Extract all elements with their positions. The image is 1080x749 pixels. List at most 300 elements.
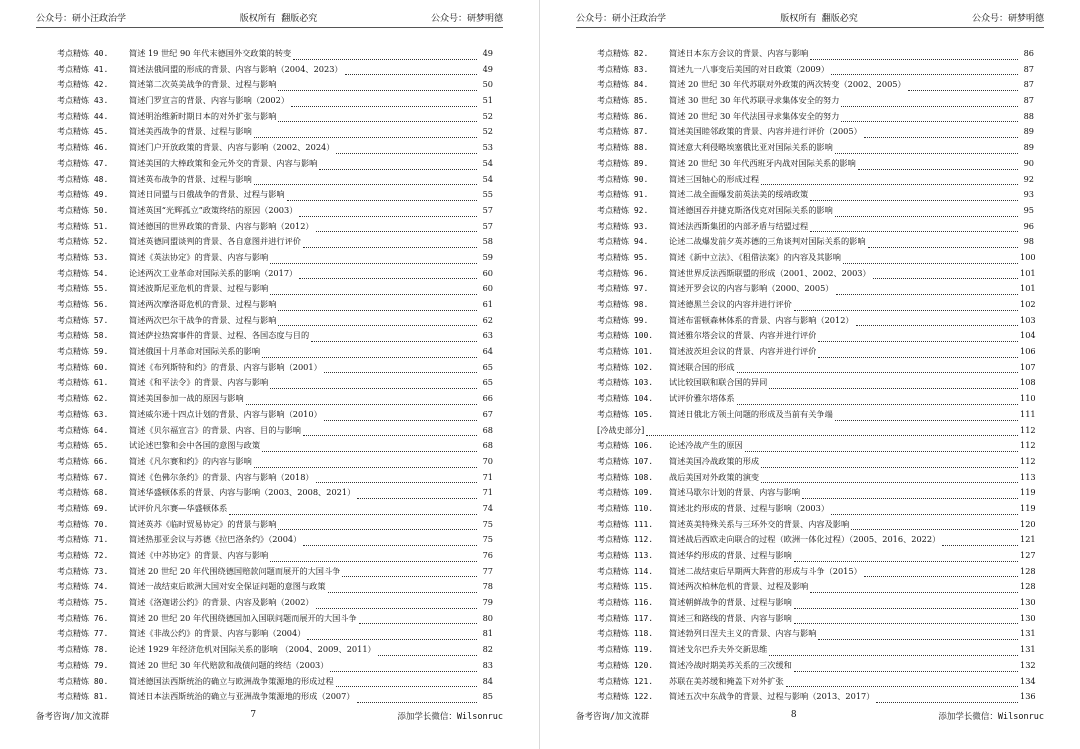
toc-entry-label: 考点精炼 69. [57,503,109,513]
toc-entry-label: 考点精炼 82. [597,49,649,58]
toc-entry-label: 考点精炼 59. [57,347,109,357]
toc-entry[interactable] [57,126,493,142]
toc-entry[interactable] [57,362,493,378]
toc-entry[interactable] [57,64,493,80]
toc-entry[interactable] [597,330,1034,346]
toc-dot-leader [278,90,477,91]
toc-entry-page: 92 [1023,173,1034,184]
toc-entry-page: 80 [482,612,493,623]
toc-entry[interactable] [597,252,1034,268]
toc-entry-page: 49 [482,63,493,74]
toc-entry[interactable] [597,644,1034,660]
toc-dot-leader [324,420,477,421]
toc-entry-page: 77 [482,565,493,576]
toc-entry-title: 简述美国的大棒政策和金元外交的背景、内容与影响 [129,157,318,168]
toc-entry[interactable] [597,472,1034,488]
toc-entry[interactable] [57,472,493,488]
toc-entry[interactable] [597,440,1034,456]
toc-entry[interactable] [57,519,493,535]
toc-entry-label: 考点精炼 47. [57,158,109,168]
toc-dot-leader [270,561,477,562]
toc-entry-page: 130 [1020,597,1036,608]
toc-entry-page: 107 [1020,361,1036,372]
toc-entry[interactable] [57,283,493,299]
toc-entry-page: 132 [1020,659,1036,670]
toc-entry[interactable] [597,158,1034,174]
page-footer [576,710,1044,722]
toc-dot-leader [810,231,1018,232]
toc-entry-title: 简述英美特殊关系与三环外交的背景、内容及影响 [669,518,850,529]
toc-dot-leader [262,451,477,452]
page-header [36,10,503,24]
toc-dot-leader [737,404,1018,405]
toc-entry[interactable] [57,268,493,284]
toc-entry-page: 83 [482,659,493,670]
toc-entry-label: 考点精炼 100. [597,331,654,341]
toc-entry[interactable] [597,268,1034,284]
toc-entry-title: 简述美国冷战政策的形成 [669,455,760,466]
toc-entry[interactable] [597,48,1034,64]
toc-dot-leader [336,153,477,154]
toc-entry[interactable] [57,628,493,644]
toc-entry[interactable] [597,550,1034,566]
toc-entry-title: 简述世界反法西斯联盟的形成（2001、2002、2003） [669,267,871,278]
toc-dot-leader [810,592,1018,593]
toc-entry[interactable] [597,534,1034,550]
toc-entry[interactable] [597,126,1034,142]
toc-entry-title: 简述开罗会议的内容与影响（2000、2005） [669,283,834,294]
toc-dot-leader [794,671,1018,672]
toc-dot-leader [841,121,1018,122]
toc-entry-label: 考点精炼 66. [57,456,109,466]
toc-entry-title: 苏联在美苏缓和掩盖下对外扩张 [669,675,784,686]
toc-entry-title: 简述战后西欧走向联合的过程（欧洲一体化过程）（2005、2016、2022） [669,534,941,545]
toc-entry[interactable] [597,597,1034,613]
toc-entry-label: 考点精炼 102. [597,362,654,372]
toc-entry-title: 简述日本法西斯统治的确立与亚洲战争策源地的形成（2007） [129,691,355,702]
toc-entry-label: 考点精炼 91. [597,190,649,200]
toc-entry[interactable] [57,534,493,550]
toc-entry-label: 考点精炼 55. [57,284,109,294]
toc-dot-leader [908,90,1018,91]
toc-entry-title: 简述《非战公约》的背景、内容与影响（2004） [129,628,306,639]
toc-entry-title: 简述英苏《临时贸易协定》的背景与影响 [129,518,277,529]
toc-entry[interactable] [57,111,493,127]
toc-entry[interactable] [597,79,1034,95]
toc-entry-title: 简述华约形成的背景、过程与影响 [669,550,792,560]
toc-entry-title: 简述第二次英美战争的背景、过程与影响 [129,79,277,90]
toc-dot-leader [810,200,1018,201]
toc-entry-label: 考点精炼 118. [597,629,654,639]
toc-dot-leader [316,608,477,609]
toc-entry-page: 71 [482,487,493,498]
toc-entry[interactable] [57,425,493,441]
toc-entry-page: 54 [482,173,493,184]
toc-entry-title: 简述 20 世纪 30 年代西班牙内战对国际关系的影响 [669,157,856,168]
toc-entry[interactable] [57,236,493,252]
toc-dot-leader [303,435,477,436]
toc-entry[interactable] [57,597,493,613]
toc-dot-leader [293,59,477,60]
toc-entry-title: 简述布雷顿森林体系的背景、内容与影响（2012） [669,314,854,325]
toc-entry-label: 考点精炼 97. [597,284,649,294]
toc-entry-page: 130 [1020,612,1036,623]
toc-entry[interactable] [597,174,1034,190]
toc-entry-page: 60 [482,283,493,294]
toc-entry-label: 考点精炼 49. [57,190,109,200]
toc-entry[interactable] [57,158,493,174]
header-right: 公众号：研梦明德 [971,13,1044,24]
toc-entry-page: 74 [482,502,493,513]
toc-dot-leader [835,420,1018,421]
toc-entry[interactable] [57,221,493,237]
toc-dot-leader [278,529,477,530]
toc-entry[interactable] [597,691,1034,707]
toc-dot-leader [278,310,477,311]
toc-entry[interactable] [57,676,493,692]
toc-entry-title: 简述德国吞并捷克斯洛伐克对国际关系的影响 [669,204,833,215]
toc-entry-label: 考点精炼 107. [597,456,654,466]
toc-dot-leader [864,137,1018,138]
toc-dot-leader [745,451,1018,452]
toc-entry[interactable] [57,48,493,64]
toc-entry-page: 78 [482,581,493,592]
toc-entry-page: 102 [1020,299,1036,309]
toc-dot-leader [794,608,1018,609]
toc-entry[interactable] [597,221,1034,237]
toc-entry-title: 简述日同盟与日俄战争的背景、过程与影响 [129,189,285,200]
toc-entry-page: 62 [482,314,493,325]
toc-entry-page: 81 [482,628,493,639]
toc-entry-page: 57 [482,220,493,231]
toc-entry[interactable] [57,691,493,707]
toc-entry-title: 简述德黑兰会议的内容并进行评价 [669,299,792,309]
toc-entry-page: 65 [482,361,493,372]
toc-dot-leader [876,702,1018,703]
toc-entry-title: 简述法西斯集团的内部矛盾与结盟过程 [669,220,809,231]
toc-entry-title: 简述俄国十月革命对国际关系的影响 [129,346,261,357]
toc-dot-leader [357,702,477,703]
toc-entry-title: 简述两次巴尔干战争的背景、过程与影响 [129,314,277,325]
toc-entry-title: 简述九一八事变后美国的对日政策（2009） [669,63,830,74]
toc-entry-label: 考点精炼 68. [57,488,109,498]
toc-entry-label: 考点精炼 101. [597,347,654,357]
toc-entry[interactable] [597,142,1034,158]
toc-entry[interactable] [57,581,493,597]
toc-entry-label: 考点精炼 42. [57,80,109,90]
toc-dot-leader [794,310,1018,311]
toc-entry[interactable] [597,676,1034,692]
toc-entry-title: 简述 20 世纪 30 年代法国寻求集体安全的努力 [669,110,840,121]
toc-entry[interactable] [57,299,493,315]
toc-entry-page: 71 [482,471,493,482]
toc-entry[interactable] [57,79,493,95]
toc-dot-leader [831,74,1018,75]
header-divider [576,27,1044,28]
toc-entry[interactable] [597,409,1034,425]
toc-dot-leader [769,388,1018,389]
toc-entry-label: 考点精炼 74. [57,582,109,592]
toc-entry-label: 考点精炼 111. [597,519,654,529]
toc-entry-title: [冷战史部分] [597,424,645,435]
toc-entry[interactable] [597,581,1034,597]
toc-entry-title: 简述二战结束后早期两大阵营的形成与斗争（2015） [669,565,862,576]
toc-entry-title: 简述 19 世纪 90 年代末德国外交政策的转变 [129,48,292,58]
toc-dot-leader [761,482,1018,483]
toc-entry[interactable] [57,346,493,362]
toc-dot-leader [841,106,1018,107]
toc-entry[interactable] [57,456,493,472]
toc-entry[interactable] [597,393,1034,409]
toc-entry-label: 考点精炼 62. [57,394,109,404]
toc-entry-label: 考点精炼 40. [57,49,109,58]
toc-entry-label: 考点精炼 53. [57,252,109,262]
toc-entry-title: 简述朝鲜战争的背景、过程与影响 [669,597,792,608]
toc-entry[interactable] [597,456,1034,472]
toc-dot-leader [345,74,477,75]
toc-entry-title: 简述门户开放政策的背景、内容与影响（2002、2024） [129,142,335,153]
toc-entry-label: 考点精炼 87. [597,127,649,137]
toc-entry-label: 考点精炼 58. [57,331,109,341]
toc-entry[interactable] [597,519,1034,535]
toc-dot-leader [761,467,1018,468]
toc-entry-page: 100 [1020,251,1036,262]
toc-entry-label: 考点精炼 41. [57,64,109,74]
toc-entry-title: 简述《中苏协定》的背景、内容与影响 [129,550,269,560]
toc-entry-label: 考点精炼 117. [597,613,654,623]
toc-entry[interactable] [597,64,1034,80]
toc-entry-title: 简述意大利侵略埃塞俄比亚对国际关系的影响 [669,142,833,153]
toc-entry[interactable] [597,111,1034,127]
toc-entry-label: 考点精炼 108. [597,472,654,482]
toc-dot-leader [818,639,1018,640]
toc-entry-page: 52 [482,126,493,137]
toc-entry-label: 考点精炼 106. [597,441,654,451]
toc-entry[interactable] [597,628,1034,644]
toc-entry-page: 108 [1020,377,1036,388]
toc-entry-page: 75 [482,518,493,529]
toc-entry[interactable] [57,644,493,660]
toc-entry-page: 119 [1020,487,1036,498]
toc-entry-page: 112 [1020,424,1036,435]
toc-entry-label: 考点精炼 52. [57,237,109,247]
toc-entry-title: 简述英国“光辉孤立”政策终结的原因（2003） [129,204,298,215]
toc-entry[interactable] [57,409,493,425]
toc-dot-leader [942,545,1018,546]
toc-entry-title: 简述英布战争的背景、过程与影响 [129,173,252,184]
toc-entry-label: 考点精炼 83. [597,64,649,74]
toc-entry-title: 简述门罗宣言的背景、内容与影响（2002） [129,95,290,106]
toc-entry[interactable] [597,613,1034,629]
toc-entry[interactable] [597,487,1034,503]
page-right [540,0,1080,749]
toc-entry-title: 简述 20 世纪 20 年代围绕德国加入国联问题而展开的大国斗争 [129,612,357,623]
toc-dot-leader [868,247,1018,248]
toc-entry[interactable] [597,95,1034,111]
toc-entry-page: 96 [1023,220,1034,231]
toc-entry-page: 89 [1023,142,1034,153]
toc-entry[interactable] [597,205,1034,221]
toc-dot-leader [818,341,1018,342]
toc-entry[interactable] [57,330,493,346]
toc-entry-title: 简述雅尔塔会议的背景、内容并进行评价 [669,330,817,341]
toc-entry[interactable] [597,315,1034,331]
toc-entry-page: 119 [1020,502,1036,513]
toc-entry-label: 考点精炼 70. [57,519,109,529]
toc-entry[interactable] [597,566,1034,582]
toc-entry-label: 考点精炼 75. [57,598,109,608]
toc-dot-leader [303,247,477,248]
header-left: 公众号：研小汪政治学 [36,13,127,24]
toc-entry-label: 考点精炼 116. [597,598,654,608]
toc-entry-label: 考点精炼 78. [57,645,109,655]
toc-entry-page: 87 [1023,63,1034,74]
toc-entry-label: 考点精炼 114. [597,566,654,576]
toc-entry[interactable] [597,189,1034,205]
toc-entry[interactable] [57,503,493,519]
toc-entry-label: 考点精炼 73. [57,566,109,576]
toc-entry[interactable] [57,189,493,205]
toc-entry[interactable] [597,283,1034,299]
toc-entry-title: 简述英德同盟谈判的背景、各自意图并进行评价 [129,236,301,247]
toc-entry-page: 90 [1023,157,1034,168]
toc-entry-title: 简述一战结束后欧洲大国对安全保证问题的意图与政策 [129,581,326,592]
toc-entry-page: 103 [1020,314,1036,325]
header-left: 公众号：研小汪政治学 [576,13,667,24]
toc-entry[interactable] [57,205,493,221]
toc-entry-page: 75 [482,534,493,545]
toc-entry-page: 95 [1023,204,1034,215]
toc-entry-title: 简述《布列斯特和约》的背景、内容与影响（2001） [129,361,322,372]
toc-dot-leader [278,121,477,122]
toc-dot-leader [359,623,477,624]
toc-dot-leader [330,671,477,672]
toc-dot-leader [270,263,477,264]
toc-entry-title: 简述勃列日涅夫主义的背景、内容与影响 [669,628,817,639]
toc-entry-title: 试比较国联和联合国的异同 [669,377,768,388]
toc-entry-page: 89 [1023,126,1034,137]
toc-entry-title: 简述《凡尔赛和约》的内容与影响 [129,455,252,466]
toc-dot-leader [794,623,1018,624]
toc-list [57,48,493,707]
page-footer [36,710,503,722]
toc-entry-page: 136 [1020,691,1036,702]
toc-dot-leader [254,467,477,468]
toc-entry-label: 考点精炼 57. [57,315,109,325]
toc-dot-leader [299,278,477,279]
toc-entry-label: 考点精炼 44. [57,111,109,121]
toc-entry[interactable] [57,487,493,503]
footer-right: 添加学长微信：Wilsonruc [938,712,1044,722]
toc-entry-label: 考点精炼 46. [57,143,109,153]
toc-entry[interactable] [57,566,493,582]
toc-entry-label: 考点精炼 85. [597,96,649,106]
toc-entry[interactable] [597,362,1034,378]
toc-entry-label: 考点精炼 90. [597,174,649,184]
toc-entry-title: 简述《洛迦诺公约》的背景、内容及影响（2002） [129,597,314,608]
toc-entry-title: 简述明治维新时期日本的对外扩张与影响 [129,110,277,121]
toc-dot-leader [287,200,477,201]
toc-entry-title: 简述三和路线的背景、内容与影响 [669,612,792,623]
toc-dot-leader [856,325,1018,326]
toc-entry-label: 考点精炼 119. [597,645,654,655]
toc-entry-title: 战后美国对外政策的演变 [669,471,760,482]
toc-entry-title: 简述三国轴心的形成过程 [669,173,760,184]
toc-dot-leader [254,137,477,138]
toc-dot-leader [378,655,477,656]
toc-entry-title: 简述戈尔巴乔夫外交新思维 [669,644,768,655]
toc-entry-page: 63 [482,330,493,341]
toc-entry[interactable] [57,95,493,111]
toc-entry-title: 简述华盛顿体系的背景、内容与影响（2003、2008、2021） [129,487,356,498]
page-number: 7 [250,710,257,720]
toc-entry[interactable] [597,236,1034,252]
footer-right: 添加学长微信：Wilsonruc [397,712,503,722]
toc-list [597,48,1034,707]
toc-entry[interactable] [597,503,1034,519]
toc-entry[interactable] [597,660,1034,676]
toc-entry[interactable] [57,377,493,393]
toc-entry-title: 简述波斯尼亚危机的背景、过程与影响 [129,283,269,294]
toc-dot-leader [254,184,477,185]
toc-entry-label: 考点精炼 122. [597,692,654,702]
toc-dot-leader [786,686,1018,687]
toc-entry[interactable] [57,142,493,158]
toc-entry-page: 84 [482,675,493,686]
toc-entry-label: 考点精炼 48. [57,174,109,184]
toc-dot-leader [303,545,477,546]
toc-entry-title: 简述德国法西斯统治的确立与欧洲战争策源地的形成过程 [129,675,334,686]
toc-entry-label: 考点精炼 45. [57,127,109,137]
toc-entry[interactable] [57,252,493,268]
toc-entry-page: 120 [1020,518,1036,529]
toc-entry-label: 考点精炼 65. [57,441,109,451]
toc-entry-page: 128 [1020,565,1036,576]
toc-entry-title: 简述 20 世纪 30 年代赔款和战债问题的终结（2003） [129,659,329,670]
toc-entry-page: 87 [1023,95,1034,106]
toc-entry-page: 50 [482,79,493,90]
toc-dot-leader [737,372,1018,373]
toc-entry-label: 考点精炼 80. [57,676,109,686]
toc-entry-title: 论述 1929 年经济危机对国际关系的影响 （2004、2009、2011） [129,644,376,655]
toc-entry-title: 简述冷战时期美苏关系的三次缓和 [669,659,792,670]
toc-entry-label: 考点精炼 110. [597,503,654,513]
toc-entry[interactable] [57,550,493,566]
toc-entry-label: 考点精炼 89. [597,158,649,168]
toc-entry-page: 70 [482,455,493,466]
toc-dot-leader [262,357,477,358]
toc-entry[interactable] [57,393,493,409]
toc-entry-title: 简述《贝尔福宣言》的背景、内容、目的与影响 [129,424,301,435]
toc-entry-page: 106 [1020,346,1036,357]
toc-entry[interactable] [57,315,493,331]
toc-entry[interactable] [57,613,493,629]
toc-entry[interactable] [57,174,493,190]
toc-entry-page: 57 [482,204,493,215]
toc-entry-title: 简述二战全面爆发前英法美的绥靖政策 [669,189,809,200]
toc-entry[interactable] [597,346,1034,362]
toc-entry-page: 49 [482,48,493,58]
toc-entry-page: 127 [1020,550,1036,560]
toc-dot-leader [794,561,1018,562]
toc-entry-label: 考点精炼 96. [597,268,649,278]
toc-entry[interactable] [597,425,1034,441]
toc-entry[interactable] [57,440,493,456]
toc-entry-page: 51 [482,95,493,106]
toc-entry[interactable] [597,299,1034,315]
toc-entry[interactable] [57,660,493,676]
toc-entry[interactable] [597,377,1034,393]
